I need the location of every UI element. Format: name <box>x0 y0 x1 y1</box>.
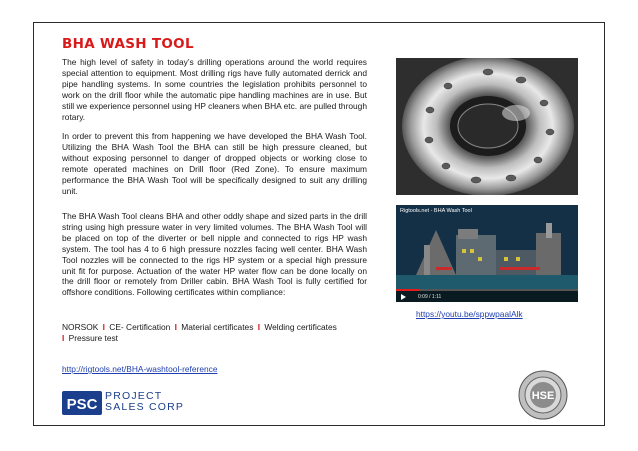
hse-seal <box>518 370 568 420</box>
logo-wordmark <box>105 391 184 413</box>
certificate-item: Welding certificates <box>264 322 337 332</box>
video-link[interactable]: https://youtu.be/sppwpaalAlk <box>416 309 523 319</box>
video-frame <box>396 205 578 302</box>
paragraph-intro: The high level of safety in today’s drilling operations around the world requires special attention to equipment. Most drilling rigs have fully automated derrick and pipe handling systems. In some countries the legislation prohibits personnel to work on the drill floor while the automatic pipe handling machines are in use. But still we experience personnel using HP cleaners when BHA etc. are pulled through rotary. <box>62 57 367 122</box>
paragraph-description: The BHA Wash Tool cleans BHA and other oddly shape and sized parts in the drill string using high pressure water in very limited volumes. The BHA Wash Tool will be placed on top of the diverter or bell nipple and connected to rigs HP wash system. The tool has 4 to 6 high pressure nozzles facing well center. BHA Wash Tool nozzles will be connected to the rigs HP system or a special high pressure unit fit for purpose. Actuation of the water HP water flow can be done locally on the drill floor or remotely from Driller cabin. BHA Wash Tool is fully certified for offshore conditions. Following certificates within compliance: <box>62 211 367 298</box>
separator: I <box>174 322 177 332</box>
hse-seal-icon <box>518 370 568 420</box>
logo-abbr: PSC <box>66 396 98 413</box>
separator: I <box>62 333 65 343</box>
video-title: Rigtools.net - BHA Wash Tool <box>400 208 472 214</box>
play-icon[interactable] <box>401 294 406 300</box>
wash-tool-illustration <box>396 58 578 195</box>
psc-logo-mark <box>62 388 104 418</box>
company-logo <box>62 388 202 420</box>
certificate-item: NORSOK <box>62 322 99 332</box>
separator: I <box>102 322 105 332</box>
video-controls <box>396 291 578 302</box>
logo-line-2: SALES CORP <box>105 401 185 413</box>
certificate-item: Material certificates <box>181 322 254 332</box>
video-time: 0:09 / 1:11 <box>418 294 442 300</box>
paragraph-development: In order to prevent this from happening we have developed the BHA Wash Tool. Utilizing the BHA Wash Tool the BHA can still be high pressure cleaned, but without exposing personnel to danger of dropped objects or working close to remote operated machines on Drill floor (Red Zone). To ensure maximum performance the BHA Wash Tool will be specifically designed to suit any drilling unit. <box>62 131 367 196</box>
seal-label: HSE <box>531 390 555 402</box>
document-title: BHA WASH TOOL <box>62 36 194 52</box>
certificate-item: CE- Certification <box>109 322 171 332</box>
certificate-list <box>62 322 372 344</box>
certificate-item: Pressure test <box>68 333 118 343</box>
logo-line-1: PROJECT <box>105 390 163 402</box>
reference-link[interactable]: http://rigtools.net/BHA-washtool-reference <box>62 364 218 374</box>
separator: I <box>257 322 261 332</box>
wash-tool-photo <box>396 58 578 195</box>
video-player[interactable] <box>396 205 578 302</box>
